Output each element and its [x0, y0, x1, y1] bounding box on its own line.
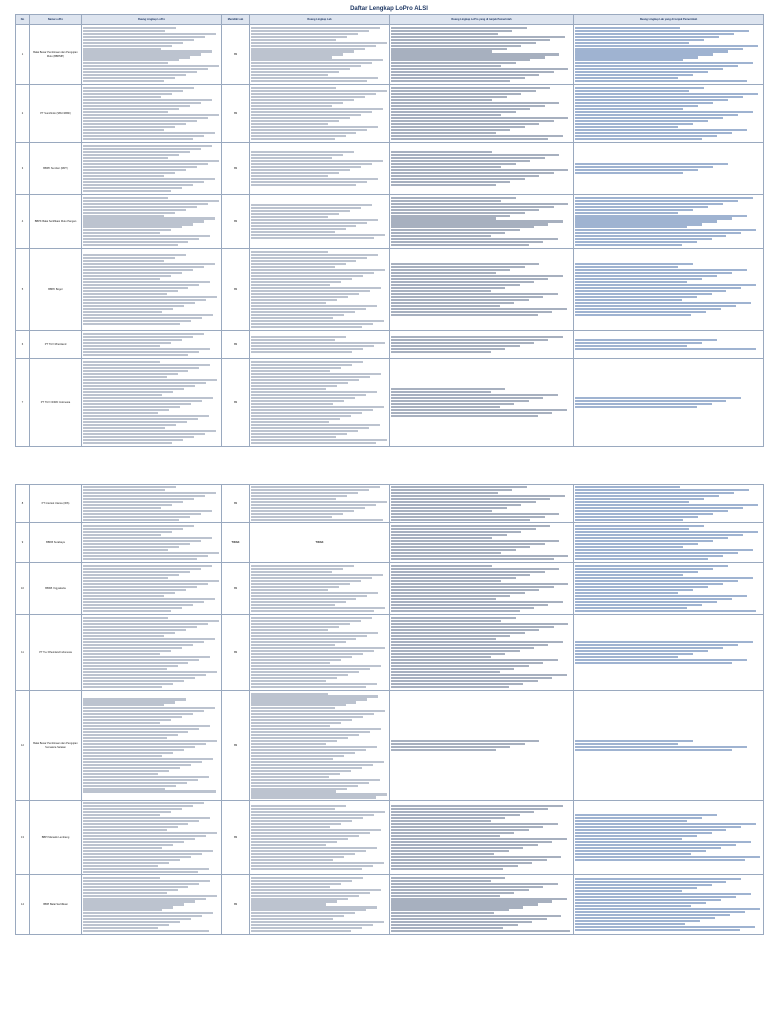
memiliki-lab-cell: YA [222, 801, 250, 875]
document-page-1 [15, 4, 763, 446]
row-number: 11 [16, 615, 30, 691]
ruang-lab-pemerintah-cell [574, 359, 764, 447]
ruang-lab-cell [250, 801, 390, 875]
ruang-lopro-cell [82, 143, 222, 195]
ruang-lab-pemerintah-cell [574, 691, 764, 801]
lopro-name: Balai Besar Pembinaan dan Pengujian Sumatera Selatan [30, 691, 82, 801]
lopro-table-page-1 [15, 14, 764, 447]
lopro-name: PT TUV NORD Indonesia [30, 359, 82, 447]
ruang-lopro-cell [82, 25, 222, 85]
row-number: 7 [16, 359, 30, 447]
ruang-lopro-pemerintah-cell [390, 359, 574, 447]
ruang-lopro-cell [82, 195, 222, 249]
ruang-lab-pemerintah-cell [574, 523, 764, 563]
lopro-name: PT Tuv Rheinland Indonesia [30, 615, 82, 691]
ruang-lopro-cell [82, 615, 222, 691]
table-row [16, 615, 764, 691]
row-number: 4 [16, 195, 30, 249]
lopro-name: BBKB Yogyakarta [30, 563, 82, 615]
ruang-lopro-cell [82, 691, 222, 801]
ruang-lab-pemerintah-cell [574, 801, 764, 875]
row-number: 5 [16, 249, 30, 331]
header-ruang-lopro: Ruang Lingkup LoPro [82, 15, 222, 25]
memiliki-lab-cell: YA [222, 331, 250, 359]
ruang-lopro-pemerintah-cell [390, 691, 574, 801]
row-number: 6 [16, 331, 30, 359]
document-title: Daftar Lengkap LoPro ALSI [350, 6, 428, 12]
ruang-lopro-pemerintah-cell [390, 523, 574, 563]
header-name: Nama LoPro [30, 15, 82, 25]
table-row [16, 85, 764, 143]
lopro-name: BBKB Surabaya [30, 523, 82, 563]
lopro-name: Balai Besar Pembinaan dan Pengujian Mutu (BBPMP) [30, 25, 82, 85]
ruang-lab-pemerintah-cell [574, 249, 764, 331]
ruang-lopro-cell [82, 331, 222, 359]
ruang-lab-cell [250, 691, 390, 801]
lopro-table-page-2 [15, 484, 764, 935]
ruang-lopro-cell [82, 485, 222, 523]
ruang-lab-pemerintah-cell [574, 25, 764, 85]
memiliki-lab-cell: YA [222, 25, 250, 85]
ruang-lopro-pemerintah-cell [390, 615, 574, 691]
ruang-lopro-pemerintah-cell [390, 331, 574, 359]
memiliki-lab-cell: YA [222, 359, 250, 447]
ruang-lab-pemerintah-cell [574, 331, 764, 359]
table-row [16, 331, 764, 359]
ruang-lab-cell [250, 85, 390, 143]
header-ruang-lab: Ruang Lingkup Lab [250, 15, 390, 25]
ruang-lab-cell [250, 563, 390, 615]
memiliki-lab-cell: YA [222, 195, 250, 249]
memiliki-lab-cell: YA [222, 143, 250, 195]
memiliki-lab-cell: YA [222, 691, 250, 801]
ruang-lab-pemerintah-cell [574, 615, 764, 691]
row-number: 8 [16, 485, 30, 523]
row-number: 12 [16, 691, 30, 801]
ruang-lab-pemerintah-cell [574, 85, 764, 143]
lopro-name: BBPK Bogor [30, 249, 82, 331]
ruang-lopro-pemerintah-cell [390, 249, 574, 331]
lopro-name: BBPI Manado Lembang [30, 801, 82, 875]
ruang-lopro-pemerintah-cell [390, 143, 574, 195]
ruang-lab-pemerintah-cell [574, 195, 764, 249]
ruang-lopro-pemerintah-cell [390, 563, 574, 615]
table-row [16, 563, 764, 615]
memiliki-lab-cell: YA [222, 563, 250, 615]
ruang-lab-cell [250, 195, 390, 249]
row-number: 9 [16, 523, 30, 563]
ruang-lab-pemerintah-cell [574, 485, 764, 523]
lopro-name: BBPK Balai Sertifikasi Mutu Pangan [30, 195, 82, 249]
table-header-row [16, 15, 764, 25]
row-number: 14 [16, 875, 30, 935]
ruang-lopro-pemerintah-cell [390, 801, 574, 875]
table-row [16, 25, 764, 85]
ruang-lab-cell [250, 331, 390, 359]
table-row [16, 875, 764, 935]
ruang-lopro-cell [82, 523, 222, 563]
memiliki-lab-cell: YA [222, 249, 250, 331]
memiliki-lab-cell: TIDAK [222, 523, 250, 563]
table-row [16, 359, 764, 447]
ruang-lopro-cell [82, 801, 222, 875]
memiliki-lab-cell: YA [222, 875, 250, 935]
row-number: 3 [16, 143, 30, 195]
header-no: No [16, 15, 30, 25]
ruang-lopro-cell [82, 85, 222, 143]
ruang-lab-cell: TIDAK [250, 523, 390, 563]
table-row [16, 485, 764, 523]
document-page-2 [15, 484, 763, 1024]
row-number: 10 [16, 563, 30, 615]
ruang-lab-pemerintah-cell [574, 143, 764, 195]
ruang-lopro-cell [82, 249, 222, 331]
header-memiliki-lab: Memiliki Lab [222, 15, 250, 25]
table-row [16, 195, 764, 249]
ruang-lopro-pemerintah-cell [390, 485, 574, 523]
table-row [16, 249, 764, 331]
header-ruang-lopro-pemerintah: Ruang Lingkup LoPro yang di tunjuk Pemerintah [390, 15, 574, 25]
memiliki-lab-cell: YA [222, 85, 250, 143]
lopro-name: PT Intertek Utama (IRS) [30, 485, 82, 523]
memiliki-lab-cell: YA [222, 615, 250, 691]
ruang-lopro-cell [82, 875, 222, 935]
ruang-lab-cell [250, 249, 390, 331]
ruang-lopro-pemerintah-cell [390, 875, 574, 935]
ruang-lopro-pemerintah-cell [390, 25, 574, 85]
ruang-lab-cell [250, 485, 390, 523]
row-number: 13 [16, 801, 30, 875]
table-row [16, 691, 764, 801]
lopro-name: BBPK Sumber (RRT) [30, 143, 82, 195]
ruang-lopro-pemerintah-cell [390, 85, 574, 143]
lopro-name: PT Sucofindo (SBU-SBMI) [30, 85, 82, 143]
ruang-lab-cell [250, 25, 390, 85]
ruang-lab-pemerintah-cell [574, 875, 764, 935]
ruang-lab-cell [250, 359, 390, 447]
ruang-lab-cell [250, 143, 390, 195]
ruang-lab-pemerintah-cell [574, 563, 764, 615]
row-number: 2 [16, 85, 30, 143]
ruang-lab-cell [250, 615, 390, 691]
ruang-lab-cell [250, 875, 390, 935]
memiliki-lab-cell: YA [222, 485, 250, 523]
table-row [16, 801, 764, 875]
lopro-name: BBPI Balai Sertifikasi [30, 875, 82, 935]
header-ruang-lab-pemerintah: Ruang Lingkup Lab yang di tunjuk Pemerintah [574, 15, 764, 25]
lopro-name: PT TUV Rheinland [30, 331, 82, 359]
row-number: 1 [16, 25, 30, 85]
table-row [16, 143, 764, 195]
ruang-lopro-cell [82, 359, 222, 447]
ruang-lopro-pemerintah-cell [390, 195, 574, 249]
ruang-lopro-cell [82, 563, 222, 615]
table-row [16, 523, 764, 563]
